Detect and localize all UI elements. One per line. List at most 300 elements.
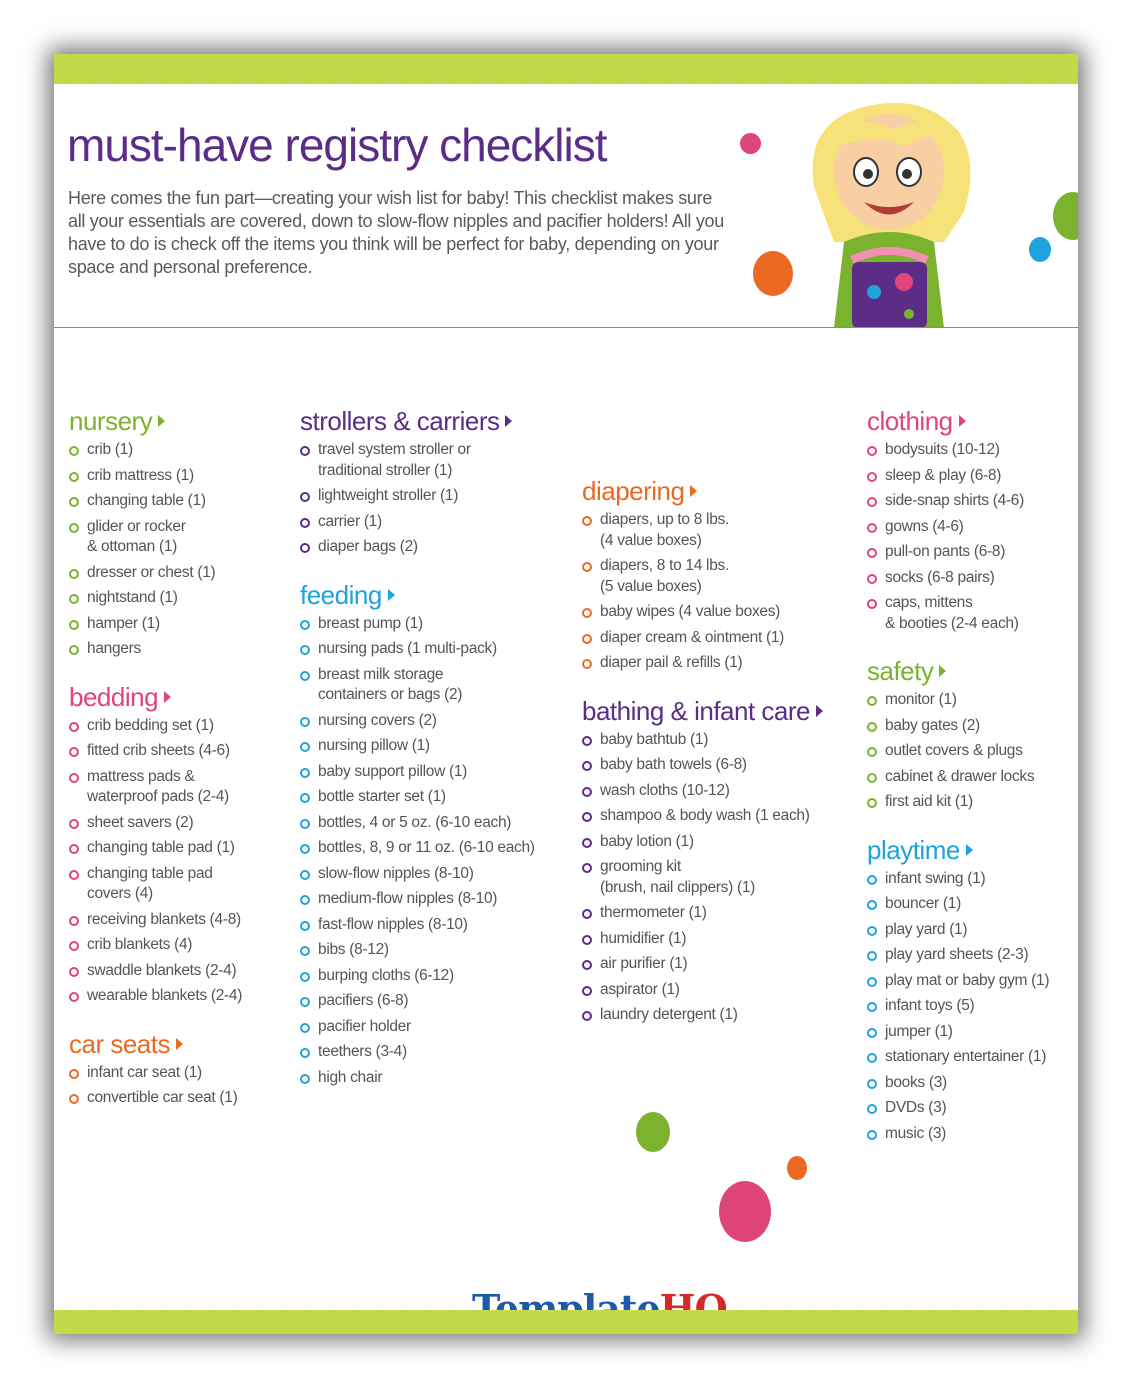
checklist-item[interactable]	[867, 945, 1077, 966]
checklist-item[interactable]	[867, 568, 1077, 589]
checklist-item[interactable]	[300, 1042, 570, 1063]
checklist-item-label: bodysuits (10-12)	[885, 441, 1000, 458]
checklist-item[interactable]	[582, 730, 842, 751]
circle-checkbox-icon[interactable]	[582, 935, 592, 945]
checklist-item[interactable]	[69, 864, 284, 905]
checklist-item[interactable]	[69, 440, 284, 461]
section-feeding	[300, 580, 570, 1089]
checklist-items	[69, 1063, 284, 1109]
checklist-item[interactable]	[300, 940, 570, 961]
checklist-item-label: crib bedding set (1)	[87, 716, 214, 734]
circle-checkbox-icon[interactable]	[300, 921, 310, 931]
checklist-item-label: convertible car seat (1)	[87, 1089, 238, 1106]
checklist-item-label: play yard sheets (2-3)	[885, 946, 1029, 963]
circle-checkbox-icon[interactable]	[867, 1002, 877, 1012]
circle-checkbox-icon[interactable]	[582, 863, 592, 873]
circle-checkbox-icon[interactable]	[69, 992, 79, 1002]
checklist-item[interactable]	[867, 996, 1077, 1017]
checklist-item-label: crib (1)	[87, 441, 133, 458]
checklist-item-label: changing table (1)	[87, 492, 206, 509]
checklist-items	[867, 690, 1077, 813]
circle-checkbox-icon[interactable]	[867, 1028, 877, 1038]
checklist-item-label: sleep & play (6-8)	[885, 466, 1002, 484]
circle-checkbox-icon[interactable]	[69, 569, 79, 579]
checklist-item-label: infant car seat (1)	[87, 1063, 202, 1081]
checklist-items	[582, 730, 842, 1026]
checklist-item-label: gowns (4-6)	[885, 517, 964, 535]
checklist-items	[300, 440, 570, 558]
circle-checkbox-icon[interactable]	[300, 446, 310, 456]
circle-checkbox-icon[interactable]	[300, 946, 310, 956]
checklist-item[interactable]	[69, 588, 284, 609]
checklist-item[interactable]	[69, 563, 284, 584]
circle-checkbox-icon[interactable]	[582, 634, 592, 644]
triangle-arrow-icon	[690, 485, 697, 497]
circle-checkbox-icon[interactable]	[69, 747, 79, 757]
checklist-item[interactable]	[69, 466, 284, 487]
checklist-item[interactable]	[300, 639, 570, 660]
triangle-arrow-icon	[388, 589, 395, 601]
checklist-item-label: baby gates (2)	[885, 716, 980, 734]
checklist-item[interactable]	[867, 593, 1077, 634]
checklist-item-label: hamper (1)	[87, 614, 160, 632]
checklist-item[interactable]	[69, 614, 284, 635]
section-heading-text: diapering	[582, 476, 685, 506]
checklist-item-label: jumper (1)	[885, 1022, 953, 1040]
checklist-item-label: outlet covers & plugs	[885, 742, 1023, 759]
checklist-item[interactable]	[69, 910, 284, 931]
circle-checkbox-icon[interactable]	[867, 926, 877, 936]
circle-checkbox-icon[interactable]	[867, 722, 877, 732]
circle-checkbox-icon[interactable]	[69, 941, 79, 951]
circle-checkbox-icon[interactable]	[867, 497, 877, 507]
checklist-item[interactable]	[69, 1063, 284, 1084]
checklist-items	[867, 869, 1077, 1145]
checklist-item-label: play yard (1)	[885, 920, 968, 938]
circle-checkbox-icon[interactable]	[867, 1053, 877, 1063]
section-heading	[69, 682, 284, 712]
checklist-item[interactable]	[582, 857, 842, 898]
checklist-item-label: slow-flow nipples (8-10)	[318, 864, 474, 882]
checklist-item-label: baby bath towels (6-8)	[600, 756, 747, 773]
circle-checkbox-icon[interactable]	[867, 1104, 877, 1114]
section-bedding	[69, 682, 284, 1007]
top-scallop-border	[54, 54, 1078, 84]
checklist-item[interactable]	[69, 517, 284, 558]
checklist-item-label: side-snap shirts (4-6)	[885, 492, 1024, 509]
circle-checkbox-icon[interactable]	[69, 446, 79, 456]
checklist-item[interactable]	[867, 466, 1077, 487]
circle-checkbox-icon[interactable]	[300, 645, 310, 655]
circle-checkbox-icon[interactable]	[69, 967, 79, 977]
circle-checkbox-icon[interactable]	[300, 1074, 310, 1084]
section-clothing	[867, 406, 1077, 634]
checklist-item-label: breast milk storage containers or bags (2)	[318, 665, 463, 703]
checklist-item-label: high chair	[318, 1068, 383, 1086]
section-heading	[300, 580, 570, 610]
checklist-item-label: diaper bags (2)	[318, 538, 418, 555]
checklist-item-label: hangers	[87, 640, 141, 657]
circle-checkbox-icon[interactable]	[300, 543, 310, 553]
circle-checkbox-icon[interactable]	[582, 812, 592, 822]
circle-checkbox-icon[interactable]	[582, 761, 592, 771]
circle-checkbox-icon[interactable]	[300, 717, 310, 727]
checklist-item-label: teethers (3-4)	[318, 1043, 407, 1060]
triangle-arrow-icon	[176, 1038, 183, 1050]
circle-checkbox-icon[interactable]	[867, 798, 877, 808]
circle-checkbox-icon[interactable]	[867, 977, 877, 987]
circle-checkbox-icon[interactable]	[582, 516, 592, 526]
orange-dot-decoration	[753, 251, 793, 296]
circle-checkbox-icon[interactable]	[867, 875, 877, 885]
checklist-item[interactable]	[867, 894, 1077, 915]
checklist-item[interactable]	[300, 889, 570, 910]
circle-checkbox-icon[interactable]	[300, 620, 310, 630]
section-heading	[867, 406, 1077, 436]
checklist-item[interactable]	[300, 736, 570, 757]
checklist-item[interactable]	[867, 690, 1077, 711]
circle-checkbox-icon[interactable]	[300, 492, 310, 502]
circle-checkbox-icon[interactable]	[582, 909, 592, 919]
triangle-arrow-icon	[505, 415, 512, 427]
circle-checkbox-icon[interactable]	[300, 972, 310, 982]
circle-checkbox-icon[interactable]	[582, 960, 592, 970]
triangle-arrow-icon	[939, 665, 946, 677]
circle-checkbox-icon[interactable]	[867, 548, 877, 558]
section-heading-text: car seats	[69, 1028, 170, 1059]
checklist-items	[300, 614, 570, 1089]
checklist-item[interactable]	[300, 787, 570, 808]
checklist-item-label: bottle starter set (1)	[318, 788, 446, 805]
checklist-item-label: aspirator (1)	[600, 980, 680, 998]
circle-checkbox-icon[interactable]	[582, 562, 592, 572]
checklist-items	[867, 440, 1077, 634]
checklist-item[interactable]	[867, 1022, 1077, 1043]
checklist-item[interactable]	[867, 1047, 1077, 1068]
checklist-item-label: first aid kit (1)	[885, 793, 973, 810]
section-heading-text: playtime	[867, 834, 960, 865]
column-2	[300, 406, 570, 1110]
section-safety	[867, 656, 1077, 813]
column-3	[582, 476, 842, 1048]
checklist-item[interactable]	[867, 792, 1077, 813]
circle-checkbox-icon[interactable]	[867, 747, 877, 757]
checklist-item-label: cabinet & drawer locks	[885, 767, 1035, 785]
section-heading-text: clothing	[867, 406, 953, 436]
circle-checkbox-icon[interactable]	[867, 446, 877, 456]
checklist-item-label: lightweight stroller (1)	[318, 487, 459, 504]
checklist-item-label: nightstand (1)	[87, 589, 178, 606]
checklist-item[interactable]	[69, 639, 284, 660]
circle-checkbox-icon[interactable]	[300, 844, 310, 854]
checklist-item-label: sheet savers (2)	[87, 813, 194, 831]
checklist-item[interactable]	[867, 517, 1077, 538]
section-car-seats	[69, 1029, 284, 1109]
checklist-item[interactable]	[582, 806, 842, 827]
checklist-item-label: bouncer (1)	[885, 895, 961, 912]
checklist-item-label: baby wipes (4 value boxes)	[600, 603, 781, 620]
checklist-item-label: glider or rocker & ottoman (1)	[87, 517, 186, 555]
checklist-item[interactable]	[582, 602, 842, 623]
blue-dot-decoration	[1029, 237, 1051, 262]
checklist-item-label: socks (6-8 pairs)	[885, 568, 995, 586]
circle-checkbox-icon[interactable]	[69, 523, 79, 533]
section-nursery	[69, 406, 284, 660]
checklist-item-label: pacifier holder	[318, 1017, 411, 1035]
checklist-item-label: caps, mittens & booties (2-4 each)	[885, 594, 1019, 632]
checklist-item[interactable]	[300, 838, 570, 859]
circle-checkbox-icon[interactable]	[867, 1130, 877, 1140]
green-dot-decoration	[1053, 192, 1078, 240]
section-heading-text: bedding	[69, 681, 159, 712]
checklist-item-label: books (3)	[885, 1073, 947, 1091]
checklist-item-label: diapers, up to 8 lbs. (4 value boxes)	[600, 511, 729, 549]
checklist-item[interactable]	[867, 491, 1077, 512]
circle-checkbox-icon[interactable]	[69, 844, 79, 854]
section-heading-text: bathing & infant care	[582, 695, 810, 726]
checklist-item[interactable]	[69, 1088, 284, 1109]
checklist-item[interactable]	[69, 716, 284, 737]
checklist-item[interactable]	[867, 767, 1077, 788]
checklist-item-label: burping cloths (6-12)	[318, 966, 454, 984]
circle-checkbox-icon[interactable]	[582, 659, 592, 669]
circle-checkbox-icon[interactable]	[582, 608, 592, 618]
checklist-items	[582, 510, 842, 674]
checklist-item-label: bottles, 8, 9 or 11 oz. (6-10 each)	[318, 839, 535, 856]
circle-checkbox-icon[interactable]	[867, 472, 877, 482]
checklist-item-label: laundry detergent (1)	[600, 1006, 738, 1023]
checklist-item[interactable]	[69, 986, 284, 1007]
checklist-items	[69, 716, 284, 1007]
checklist-item[interactable]	[300, 537, 570, 558]
section-playtime	[867, 835, 1077, 1145]
circle-checkbox-icon[interactable]	[69, 819, 79, 829]
section-heading	[867, 835, 1077, 865]
section-heading	[69, 1029, 284, 1059]
checklist-item-label: breast pump (1)	[318, 614, 423, 632]
circle-checkbox-icon[interactable]	[69, 620, 79, 630]
checklist-item[interactable]	[300, 915, 570, 936]
triangle-arrow-icon	[816, 705, 823, 717]
checklist-item[interactable]	[69, 741, 284, 762]
checklist-item-label: diaper pail & refills (1)	[600, 654, 743, 671]
checklist-item[interactable]	[300, 486, 570, 507]
checklist-item-label: monitor (1)	[885, 691, 957, 708]
checklist-item[interactable]	[582, 628, 842, 649]
section-heading	[300, 406, 570, 436]
checklist-item-label: dresser or chest (1)	[87, 563, 216, 581]
checklist-item[interactable]	[300, 991, 570, 1012]
circle-checkbox-icon[interactable]	[582, 736, 592, 746]
checklist-item-label: baby support pillow (1)	[318, 762, 468, 780]
checklist-item[interactable]	[867, 920, 1077, 941]
checklist-item[interactable]	[69, 838, 284, 859]
checklist-item-label: swaddle blankets (2-4)	[87, 961, 237, 979]
bottom-scallop-border	[54, 1310, 1078, 1334]
circle-checkbox-icon[interactable]	[582, 838, 592, 848]
checklist-item-label: thermometer (1)	[600, 904, 707, 921]
checklist-item-label: receiving blankets (4-8)	[87, 910, 241, 928]
checklist-item[interactable]	[300, 512, 570, 533]
checklist-items	[69, 440, 284, 660]
checklist-item-label: changing table pad covers (4)	[87, 864, 213, 902]
checklist-item[interactable]	[867, 716, 1077, 737]
checklist-item[interactable]	[582, 653, 842, 674]
circle-checkbox-icon[interactable]	[69, 645, 79, 655]
checklist-item-label: music (3)	[885, 1124, 947, 1142]
checklist-item[interactable]	[582, 980, 842, 1001]
circle-checkbox-icon[interactable]	[69, 1094, 79, 1104]
circle-checkbox-icon[interactable]	[300, 793, 310, 803]
orange-dot-decoration-lower	[787, 1156, 807, 1180]
checklist-item-label: shampoo & body wash (1 each)	[600, 807, 810, 824]
checklist-item-label: carrier (1)	[318, 512, 382, 530]
checklist-item-label: bibs (8-12)	[318, 941, 389, 958]
checklist-item-label: bottles, 4 or 5 oz. (6-10 each)	[318, 813, 512, 831]
checklist-item-label: pacifiers (6-8)	[318, 992, 409, 1009]
checklist-item[interactable]	[582, 954, 842, 975]
triangle-arrow-icon	[158, 415, 165, 427]
circle-checkbox-icon[interactable]	[69, 870, 79, 880]
circle-checkbox-icon[interactable]	[867, 599, 877, 609]
checklist-item-label: changing table pad (1)	[87, 839, 235, 856]
circle-checkbox-icon[interactable]	[69, 773, 79, 783]
circle-checkbox-icon[interactable]	[582, 1011, 592, 1021]
checklist-item-label: wearable blankets (2-4)	[87, 987, 243, 1004]
circle-checkbox-icon[interactable]	[69, 1069, 79, 1079]
checklist-page	[54, 54, 1078, 1334]
checklist-item-label: humidifier (1)	[600, 929, 687, 947]
section-heading-text: feeding	[300, 579, 382, 610]
checklist-item-label: travel system stroller or traditional stroller (1)	[318, 441, 471, 479]
checklist-item[interactable]	[300, 440, 570, 481]
checklist-item[interactable]	[69, 767, 284, 808]
checklist-item[interactable]	[867, 741, 1077, 762]
checklist-item[interactable]	[300, 711, 570, 732]
checklist-item[interactable]	[582, 556, 842, 597]
circle-checkbox-icon[interactable]	[69, 594, 79, 604]
checklist-item[interactable]	[69, 961, 284, 982]
circle-checkbox-icon[interactable]	[867, 951, 877, 961]
section-heading-text: nursery	[69, 406, 153, 436]
intro-paragraph: Here comes the fun part—creating your wish list for baby! This checklist makes sure all your essentials are covered, down to slow-flow nipples and pacifier holders! All you have to do is check off the items you think will be perfect for baby, depending on your space and personal preference.	[68, 188, 724, 277]
section-heading-text: strollers & carriers	[300, 406, 500, 436]
checklist-item-label: nursing pillow (1)	[318, 737, 430, 754]
checklist-item-label: air purifier (1)	[600, 955, 688, 972]
checklist-item-label: crib blankets (4)	[87, 936, 193, 953]
circle-checkbox-icon[interactable]	[69, 722, 79, 732]
circle-checkbox-icon[interactable]	[300, 518, 310, 528]
circle-checkbox-icon[interactable]	[300, 895, 310, 905]
checklist-item[interactable]	[300, 762, 570, 783]
circle-checkbox-icon[interactable]	[300, 742, 310, 752]
pink-dot-decoration	[740, 133, 761, 154]
section-strollers-carriers	[300, 406, 570, 558]
checklist-item[interactable]	[69, 813, 284, 834]
checklist-item-label: medium-flow nipples (8-10)	[318, 890, 498, 907]
checklist-item-label: diaper cream & ointment (1)	[600, 628, 785, 646]
checklist-item[interactable]	[867, 542, 1077, 563]
circle-checkbox-icon[interactable]	[69, 497, 79, 507]
column-1	[69, 406, 284, 1131]
checklist-item[interactable]	[582, 1005, 842, 1026]
checklist-item[interactable]	[582, 781, 842, 802]
triangle-arrow-icon	[966, 844, 973, 856]
circle-checkbox-icon[interactable]	[300, 870, 310, 880]
circle-checkbox-icon[interactable]	[582, 986, 592, 996]
triangle-arrow-icon	[164, 691, 171, 703]
checklist-item[interactable]	[867, 971, 1077, 992]
circle-checkbox-icon[interactable]	[300, 1023, 310, 1033]
checklist-item[interactable]	[867, 1073, 1077, 1094]
checklist-item[interactable]	[867, 440, 1077, 461]
section-bathing-infant-care	[582, 696, 842, 1026]
girl-illustration	[804, 92, 979, 328]
checklist-item-label: baby lotion (1)	[600, 832, 694, 850]
checklist-item[interactable]	[300, 614, 570, 635]
section-heading	[582, 696, 842, 726]
checklist-item[interactable]	[300, 665, 570, 706]
checklist-item-label: pull-on pants (6-8)	[885, 543, 1006, 560]
circle-checkbox-icon[interactable]	[867, 696, 877, 706]
checklist-item[interactable]	[582, 903, 842, 924]
section-heading-text: safety	[867, 656, 934, 686]
circle-checkbox-icon[interactable]	[867, 574, 877, 584]
checklist-item[interactable]	[867, 1098, 1077, 1119]
checklist-item-label: baby bathtub (1)	[600, 730, 709, 748]
checklist-item-label: crib mattress (1)	[87, 466, 194, 484]
circle-checkbox-icon[interactable]	[300, 997, 310, 1007]
circle-checkbox-icon[interactable]	[300, 819, 310, 829]
checklist-item[interactable]	[582, 929, 842, 950]
circle-checkbox-icon[interactable]	[69, 472, 79, 482]
circle-checkbox-icon[interactable]	[867, 773, 877, 783]
checklist-item-label: stationary entertainer (1)	[885, 1048, 1047, 1065]
column-4	[867, 406, 1077, 1166]
pink-dot-decoration-lower	[719, 1181, 771, 1242]
circle-checkbox-icon[interactable]	[867, 1079, 877, 1089]
header-divider	[54, 327, 1078, 328]
checklist-item-label: grooming kit (brush, nail clippers) (1)	[600, 858, 756, 896]
circle-checkbox-icon[interactable]	[300, 671, 310, 681]
checklist-item[interactable]	[300, 864, 570, 885]
circle-checkbox-icon[interactable]	[582, 787, 592, 797]
circle-checkbox-icon[interactable]	[867, 523, 877, 533]
circle-checkbox-icon[interactable]	[69, 916, 79, 926]
page-title: must-have registry checklist	[67, 119, 607, 171]
circle-checkbox-icon[interactable]	[300, 768, 310, 778]
checklist-item[interactable]	[867, 869, 1077, 890]
checklist-item[interactable]	[300, 1017, 570, 1038]
checklist-item[interactable]	[300, 813, 570, 834]
checklist-item-label: nursing covers (2)	[318, 711, 437, 729]
checklist-item-label: DVDs (3)	[885, 1099, 947, 1116]
circle-checkbox-icon[interactable]	[300, 1048, 310, 1058]
checklist-item-label: fast-flow nipples (8-10)	[318, 915, 468, 933]
checklist-item[interactable]	[300, 1068, 570, 1089]
checklist-item[interactable]	[69, 935, 284, 956]
circle-checkbox-icon[interactable]	[867, 900, 877, 910]
checklist-item-label: nursing pads (1 multi-pack)	[318, 640, 497, 657]
checklist-item[interactable]	[69, 491, 284, 512]
triangle-arrow-icon	[959, 415, 966, 427]
checklist-item[interactable]	[300, 966, 570, 987]
checklist-item-label: diapers, 8 to 14 lbs. (5 value boxes)	[600, 557, 729, 595]
checklist-item[interactable]	[582, 832, 842, 853]
checklist-item[interactable]	[582, 755, 842, 776]
checklist-item[interactable]	[867, 1124, 1077, 1145]
checklist-item[interactable]	[582, 510, 842, 551]
